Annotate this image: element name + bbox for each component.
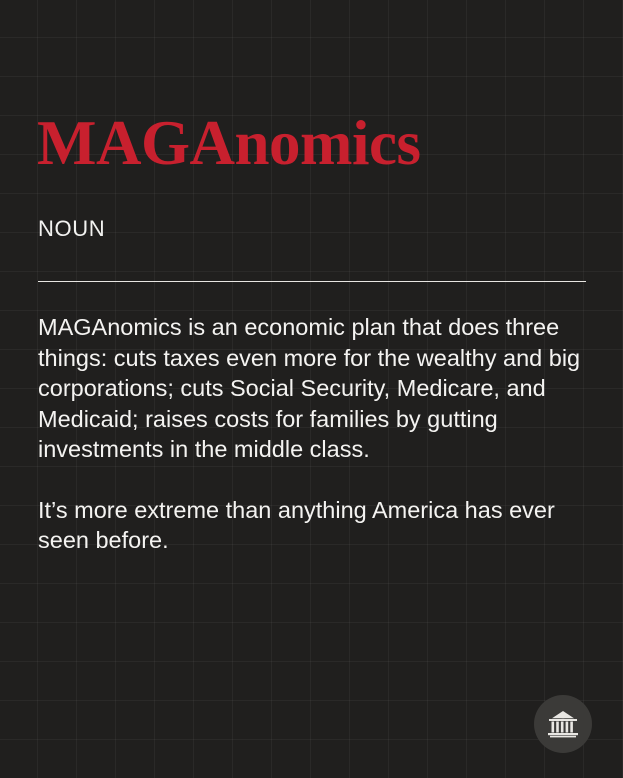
definition-paragraph: MAGAnomics is an economic plan that does three things: cuts taxes even more for the wealthy and big corporations; cuts Social Security, Medicare, and Medicaid; raises costs for families by gutting investments in the middle class. [38, 314, 581, 462]
definition-paragraph: It’s more extreme than anything America has ever seen before. [38, 496, 555, 553]
card-content [37, 0, 586, 778]
part-of-speech-label: NOUN [38, 216, 106, 241]
page-title: MAGAnomics [37, 108, 421, 178]
definition-text [38, 312, 586, 556]
white-house-seal-icon [534, 695, 592, 753]
divider [38, 281, 586, 282]
